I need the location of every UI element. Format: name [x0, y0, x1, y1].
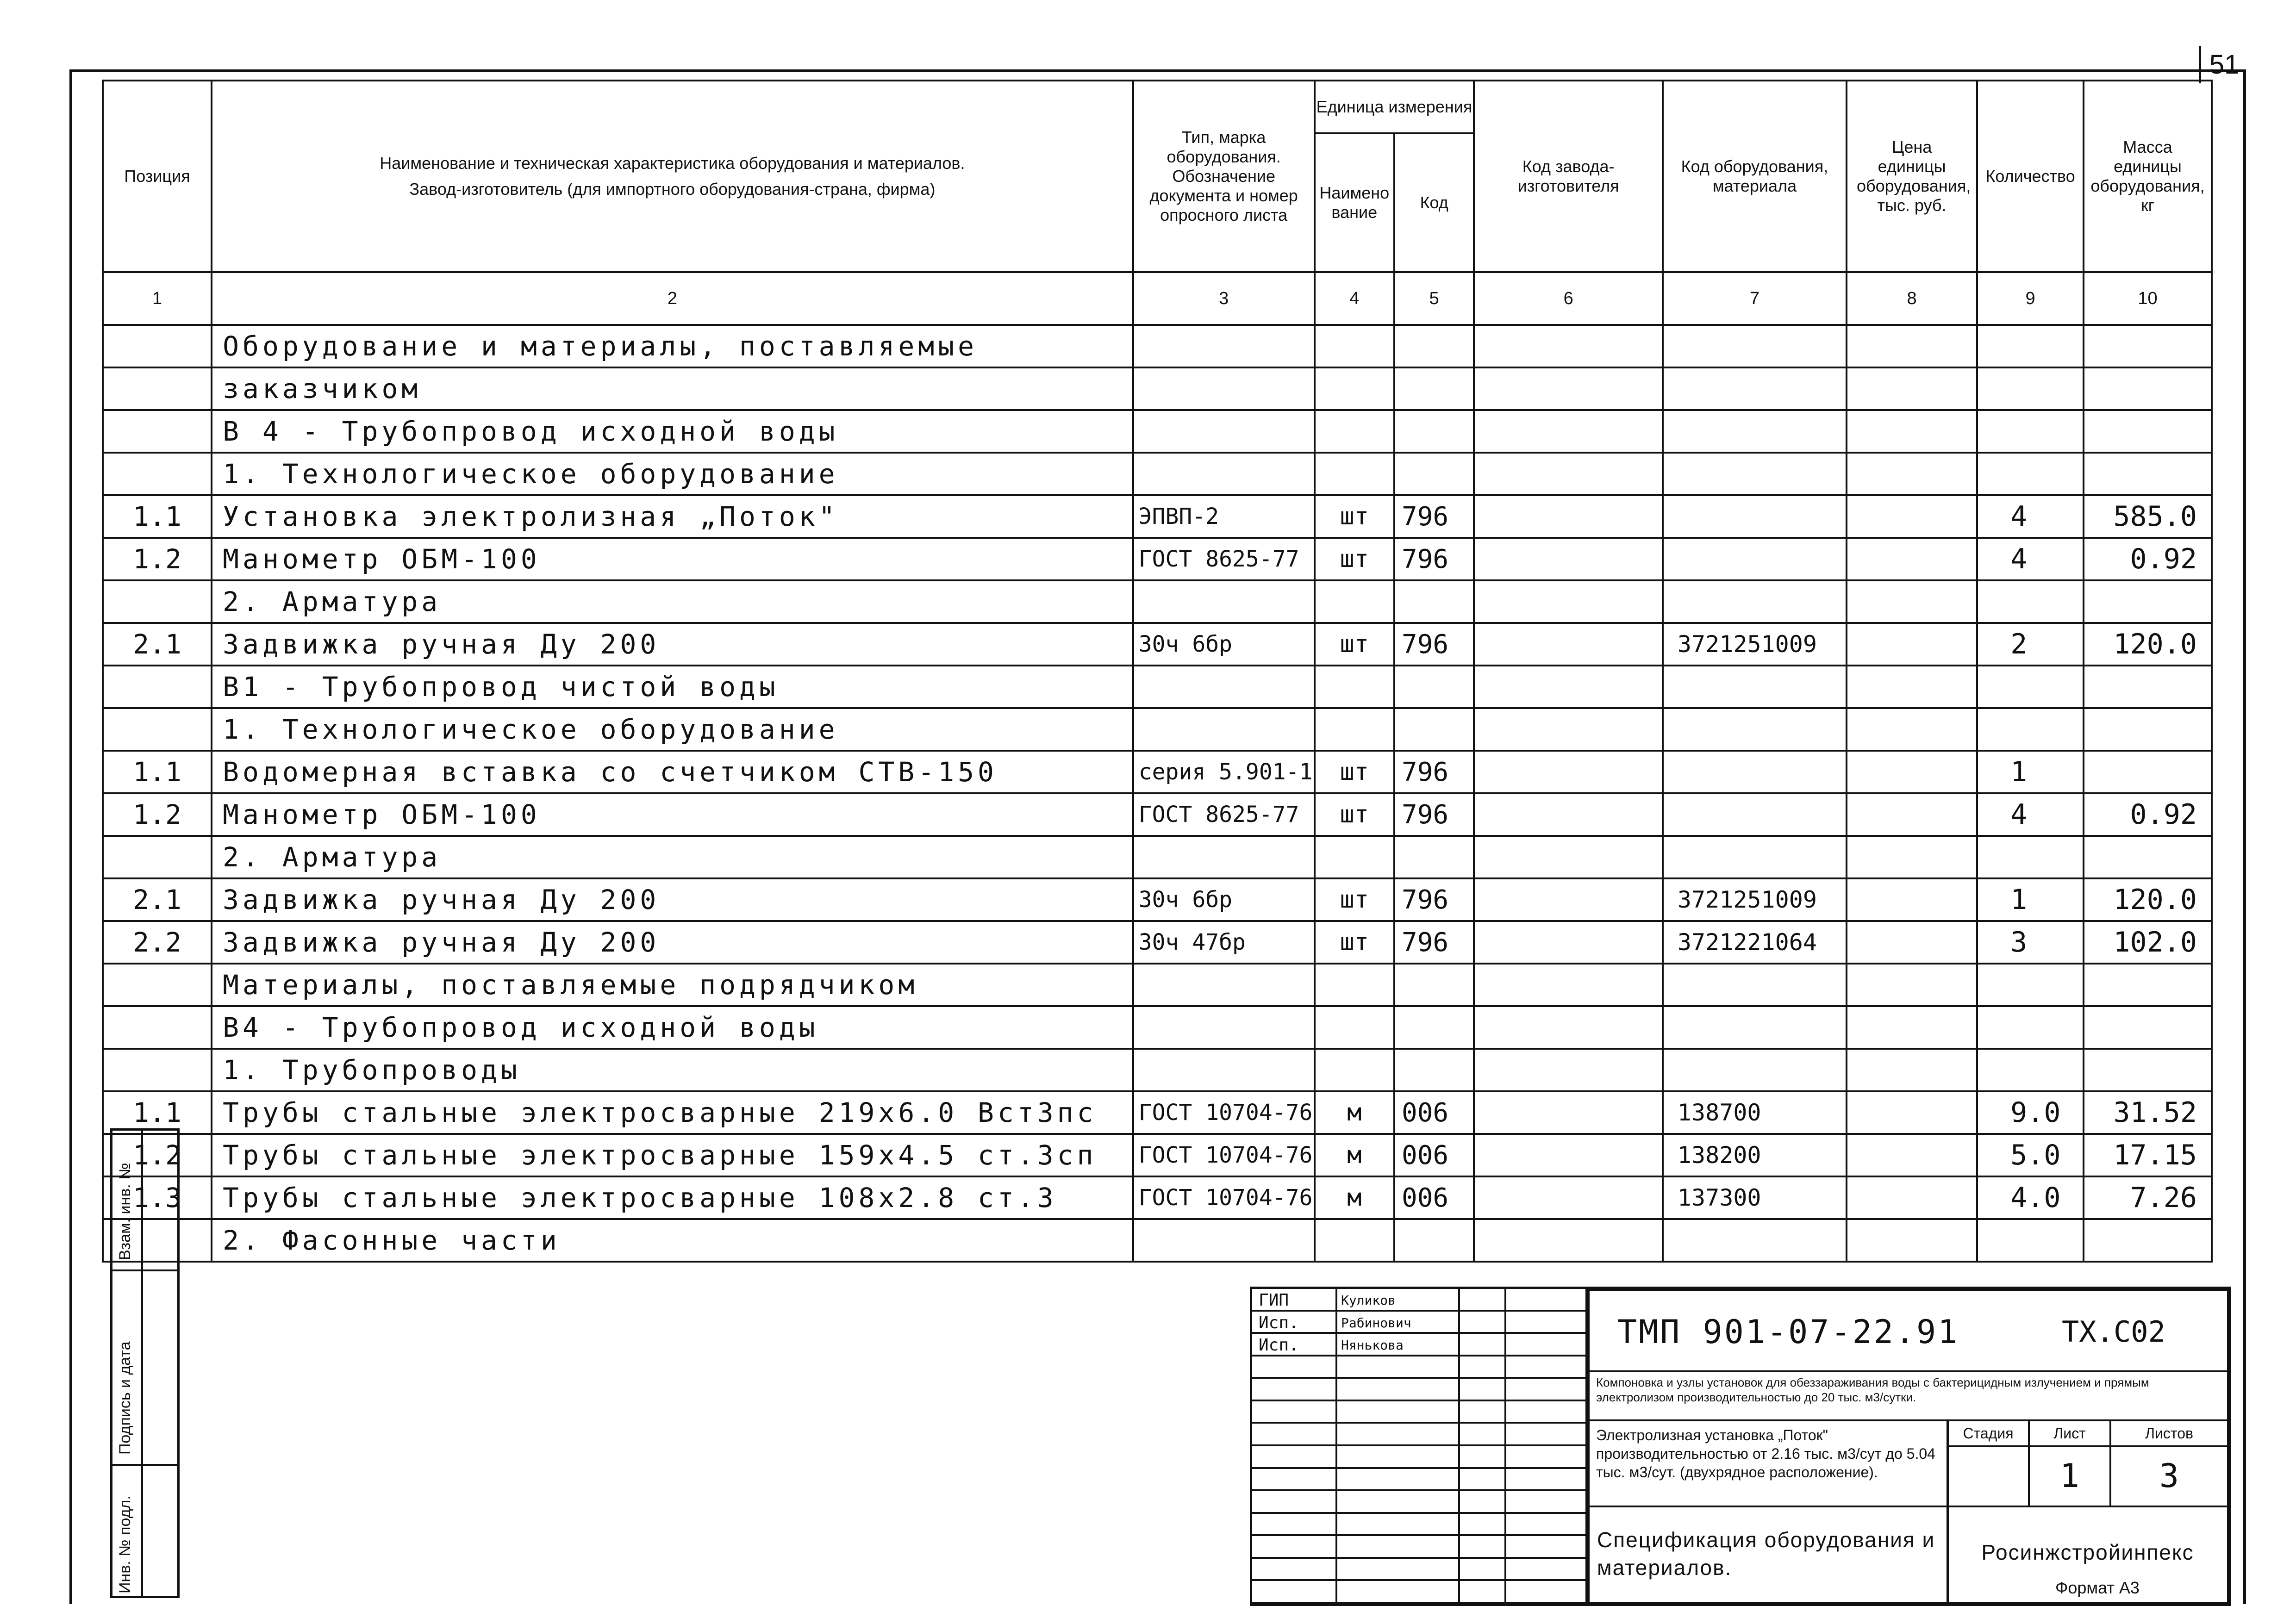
mass-cell: [2084, 964, 2212, 1006]
col-number: 9: [1977, 272, 2084, 325]
table-row: [103, 538, 2212, 580]
mass-cell: [2084, 580, 2212, 623]
unit-code-cell: [1394, 964, 1474, 1006]
position-cell: [103, 325, 212, 367]
quantity-cell: [1977, 325, 2084, 367]
price-cell: [1847, 751, 1977, 793]
header-type: Тип, марка оборудования. Обозначение документа и номер опросного листа: [1133, 81, 1315, 272]
header-unit-code: Код: [1394, 133, 1474, 272]
table-row: [103, 793, 2212, 836]
unit-code-cell: 006: [1394, 1176, 1474, 1219]
material-code-cell: [1663, 751, 1847, 793]
unit-code-cell: [1394, 1219, 1474, 1262]
col-number: 6: [1474, 272, 1663, 325]
quantity-cell: [1977, 1219, 2084, 1262]
stage-label: Стадия: [1947, 1419, 2030, 1447]
position-cell: [103, 1006, 212, 1049]
sheet-label: Лист: [2028, 1419, 2111, 1447]
quantity-cell: 3: [1977, 921, 2084, 964]
mass-cell: 7.26: [2084, 1176, 2212, 1219]
material-code-cell: [1663, 836, 1847, 878]
plant-code-cell: [1474, 1134, 1663, 1176]
price-cell: [1847, 708, 1977, 751]
price-cell: [1847, 580, 1977, 623]
table-row: [103, 1176, 2212, 1219]
price-cell: [1847, 538, 1977, 580]
position-cell: 1.1: [103, 1091, 212, 1134]
unit-code-cell: [1394, 410, 1474, 453]
header-plant-code: Код завода-изготовителя: [1474, 81, 1663, 272]
unit-name-cell: шт: [1315, 495, 1394, 538]
name-cell: заказчиком: [212, 367, 1133, 410]
type-cell: ЭПВП-2: [1133, 495, 1315, 538]
price-cell: [1847, 623, 1977, 666]
unit-name-cell: шт: [1315, 878, 1394, 921]
type-cell: [1133, 1049, 1315, 1091]
col-number: 2: [212, 272, 1133, 325]
position-cell: 1.3: [103, 1176, 212, 1219]
unit-name-cell: [1315, 325, 1394, 367]
name-cell: В 4 - Трубопровод исходной воды: [212, 410, 1133, 453]
sheets-label: Листов: [2109, 1419, 2229, 1447]
material-code-cell: [1663, 666, 1847, 708]
mass-cell: 0.92: [2084, 793, 2212, 836]
name-cell: Водомерная вставка со счетчиком СТВ-150: [212, 751, 1133, 793]
type-cell: [1133, 325, 1315, 367]
plant-code-cell: [1474, 453, 1663, 495]
unit-name-cell: [1315, 453, 1394, 495]
unit-name-cell: [1315, 410, 1394, 453]
name-cell: Трубы стальные электросварные 108х2.8 ст.3: [212, 1176, 1133, 1219]
price-cell: [1847, 1006, 1977, 1049]
name-cell: 2. Арматура: [212, 580, 1133, 623]
signature-role: ГИП: [1259, 1291, 1289, 1310]
mass-cell: [2084, 410, 2212, 453]
unit-name-cell: [1315, 708, 1394, 751]
quantity-cell: 4: [1977, 495, 2084, 538]
table-row: [103, 964, 2212, 1006]
plant-code-cell: [1474, 921, 1663, 964]
price-cell: [1847, 1134, 1977, 1176]
plant-code-cell: [1474, 878, 1663, 921]
type-cell: ГОСТ 10704-76: [1133, 1176, 1315, 1219]
table-row: [103, 495, 2212, 538]
left-margin-stamp: [110, 1128, 180, 1598]
material-code-cell: [1663, 708, 1847, 751]
type-cell: [1133, 410, 1315, 453]
type-cell: [1133, 453, 1315, 495]
sheet-number: 51: [2199, 46, 2247, 83]
table-row: [103, 708, 2212, 751]
unit-code-cell: 796: [1394, 878, 1474, 921]
unit-code-cell: 796: [1394, 921, 1474, 964]
unit-name-cell: шт: [1315, 793, 1394, 836]
unit-code-cell: [1394, 325, 1474, 367]
quantity-cell: 4: [1977, 538, 2084, 580]
table-row: [103, 367, 2212, 410]
name-cell: Материалы, поставляемые подрядчиком: [212, 964, 1133, 1006]
column-number-row: [103, 272, 2212, 325]
unit-name-cell: шт: [1315, 751, 1394, 793]
mass-cell: [2084, 666, 2212, 708]
plant-code-cell: [1474, 538, 1663, 580]
price-cell: [1847, 367, 1977, 410]
table-row: [103, 410, 2212, 453]
type-cell: ГОСТ 10704-76: [1133, 1134, 1315, 1176]
position-cell: 1.1: [103, 495, 212, 538]
mass-cell: [2084, 453, 2212, 495]
col-number: 5: [1394, 272, 1474, 325]
signature-grid: [1252, 1289, 1585, 1604]
quantity-cell: [1977, 1006, 2084, 1049]
plant-code-cell: [1474, 708, 1663, 751]
title-block: [1250, 1287, 2231, 1606]
type-cell: 30ч 6бр: [1133, 878, 1315, 921]
unit-code-cell: 796: [1394, 751, 1474, 793]
table-row: [103, 751, 2212, 793]
price-cell: [1847, 1091, 1977, 1134]
signature-name: Куликов: [1341, 1293, 1396, 1308]
table-row: [103, 623, 2212, 666]
unit-code-cell: 796: [1394, 793, 1474, 836]
mass-cell: 0.92: [2084, 538, 2212, 580]
plant-code-cell: [1474, 964, 1663, 1006]
plant-code-cell: [1474, 751, 1663, 793]
unit-name-cell: [1315, 836, 1394, 878]
type-cell: 30ч 47бр: [1133, 921, 1315, 964]
material-code-cell: [1663, 453, 1847, 495]
price-cell: [1847, 964, 1977, 1006]
table-row: [103, 580, 2212, 623]
unit-code-cell: 006: [1394, 1091, 1474, 1134]
table-row: [103, 1219, 2212, 1262]
type-cell: 30ч 6бр: [1133, 623, 1315, 666]
table-row: [103, 921, 2212, 964]
name-cell: 1. Технологическое оборудование: [212, 453, 1133, 495]
col-number: 4: [1315, 272, 1394, 325]
price-cell: [1847, 1219, 1977, 1262]
position-cell: 1.2: [103, 793, 212, 836]
plant-code-cell: [1474, 580, 1663, 623]
unit-name-cell: м: [1315, 1091, 1394, 1134]
type-cell: [1133, 580, 1315, 623]
position-cell: [103, 708, 212, 751]
material-code-cell: [1663, 538, 1847, 580]
col-number: 7: [1663, 272, 1847, 325]
type-cell: ГОСТ 8625-77: [1133, 793, 1315, 836]
unit-name-cell: [1315, 1219, 1394, 1262]
mass-cell: 31.52: [2084, 1091, 2212, 1134]
position-cell: 1.1: [103, 751, 212, 793]
position-cell: [103, 410, 212, 453]
position-cell: 2.2: [103, 921, 212, 964]
name-cell: Задвижка ручная Ду 200: [212, 921, 1133, 964]
unit-code-cell: [1394, 580, 1474, 623]
name-cell: Трубы стальные электросварные 159х4.5 ст.3сп: [212, 1134, 1133, 1176]
plant-code-cell: [1474, 1176, 1663, 1219]
type-cell: [1133, 836, 1315, 878]
position-cell: [103, 367, 212, 410]
quantity-cell: [1977, 453, 2084, 495]
unit-code-cell: [1394, 453, 1474, 495]
quantity-cell: 5.0: [1977, 1134, 2084, 1176]
unit-code-cell: [1394, 666, 1474, 708]
name-cell: Манометр ОБМ-100: [212, 793, 1133, 836]
unit-name-cell: [1315, 666, 1394, 708]
unit-code-cell: [1394, 836, 1474, 878]
material-code-cell: [1663, 367, 1847, 410]
plant-code-cell: [1474, 666, 1663, 708]
position-cell: [103, 580, 212, 623]
document-title: Спецификация оборудования и материалов.: [1588, 1506, 1949, 1604]
specification-table: [102, 80, 2213, 1263]
organization-name: Росинжстройинпекс: [1947, 1506, 2229, 1604]
replace-inv-label: Взам. инв. №: [116, 1163, 134, 1260]
price-cell: [1847, 325, 1977, 367]
material-code-cell: [1663, 495, 1847, 538]
type-cell: [1133, 964, 1315, 1006]
item-description: Электролизная установка „Поток" производительностью от 2.16 тыс. м3/сут до 5.04 тыс. м3/сут. (двухрядное расположение).: [1588, 1419, 1949, 1507]
name-cell: В4 - Трубопровод исходной воды: [212, 1006, 1133, 1049]
unit-code-cell: 796: [1394, 538, 1474, 580]
table-row: [103, 666, 2212, 708]
type-cell: ГОСТ 8625-77: [1133, 538, 1315, 580]
name-cell: Трубы стальные электросварные 219х6.0 Вст3пс: [212, 1091, 1133, 1134]
quantity-cell: 9.0: [1977, 1091, 2084, 1134]
mass-cell: 17.15: [2084, 1134, 2212, 1176]
signature-role: Исп.: [1259, 1336, 1299, 1355]
price-cell: [1847, 1176, 1977, 1219]
header-unit-name: Наименование: [1315, 133, 1394, 272]
unit-name-cell: [1315, 580, 1394, 623]
quantity-cell: 2: [1977, 623, 2084, 666]
unit-code-cell: 006: [1394, 1134, 1474, 1176]
plant-code-cell: [1474, 1091, 1663, 1134]
material-code-cell: [1663, 410, 1847, 453]
sheet-value: 1: [2028, 1445, 2111, 1507]
position-cell: 2.1: [103, 878, 212, 921]
quantity-cell: 4: [1977, 793, 2084, 836]
signature-name: Рабинович: [1341, 1315, 1411, 1331]
table-row: [103, 836, 2212, 878]
position-cell: [103, 666, 212, 708]
price-cell: [1847, 878, 1977, 921]
name-cell: Оборудование и материалы, поставляемые: [212, 325, 1133, 367]
unit-code-cell: 796: [1394, 495, 1474, 538]
name-cell: В1 - Трубопровод чистой воды: [212, 666, 1133, 708]
material-code-cell: 137300: [1663, 1176, 1847, 1219]
quantity-cell: [1977, 836, 2084, 878]
project-description: Компоновка и узлы установок для обеззараживания воды с бактерицидным излучением и прямым электролизом производительностью до 20 тыс. м3/сутки.: [1588, 1370, 2229, 1421]
name-cell: Задвижка ручная Ду 200: [212, 878, 1133, 921]
mass-cell: [2084, 1219, 2212, 1262]
table-row: [103, 1091, 2212, 1134]
material-code-cell: [1663, 1006, 1847, 1049]
plant-code-cell: [1474, 1049, 1663, 1091]
header-name: [212, 81, 1133, 272]
unit-name-cell: [1315, 367, 1394, 410]
header-name-line2: Завод-изготовитель (для импортного оборудования-страна, фирма): [409, 180, 936, 199]
quantity-cell: 4.0: [1977, 1176, 2084, 1219]
mass-cell: [2084, 1049, 2212, 1091]
type-cell: [1133, 666, 1315, 708]
table-row: [103, 1049, 2212, 1091]
material-code-cell: 138200: [1663, 1134, 1847, 1176]
material-code-cell: [1663, 1219, 1847, 1262]
type-cell: [1133, 1219, 1315, 1262]
mass-cell: 585.0: [2084, 495, 2212, 538]
material-code-cell: [1663, 964, 1847, 1006]
quantity-cell: [1977, 666, 2084, 708]
price-cell: [1847, 495, 1977, 538]
mass-cell: [2084, 1006, 2212, 1049]
material-code-cell: [1663, 1049, 1847, 1091]
material-code-cell: 3721251009: [1663, 878, 1847, 921]
header-material-code: Код оборудования, материала: [1663, 81, 1847, 272]
price-cell: [1847, 453, 1977, 495]
plant-code-cell: [1474, 836, 1663, 878]
mass-cell: 120.0: [2084, 878, 2212, 921]
price-cell: [1847, 410, 1977, 453]
table-row: [103, 325, 2212, 367]
material-code-cell: [1663, 793, 1847, 836]
price-cell: [1847, 793, 1977, 836]
unit-code-cell: [1394, 1006, 1474, 1049]
signature-role: Исп.: [1259, 1313, 1299, 1332]
name-cell: 2. Арматура: [212, 836, 1133, 878]
type-cell: серия 5.901-1: [1133, 751, 1315, 793]
quantity-cell: [1977, 1049, 2084, 1091]
unit-code-cell: [1394, 1049, 1474, 1091]
plant-code-cell: [1474, 367, 1663, 410]
name-cell: Манометр ОБМ-100: [212, 538, 1133, 580]
header-price: Цена единицы оборудования, тыс. руб.: [1847, 81, 1977, 272]
position-cell: 1.2: [103, 538, 212, 580]
name-cell: Задвижка ручная Ду 200: [212, 623, 1133, 666]
unit-name-cell: м: [1315, 1176, 1394, 1219]
name-cell: Установка электролизная „Поток": [212, 495, 1133, 538]
format-label: Формат А3: [2055, 1578, 2140, 1597]
price-cell: [1847, 1049, 1977, 1091]
material-code-cell: 138700: [1663, 1091, 1847, 1134]
name-cell: 1. Технологическое оборудование: [212, 708, 1133, 751]
position-cell: 2.1: [103, 623, 212, 666]
unit-code-cell: [1394, 708, 1474, 751]
plant-code-cell: [1474, 495, 1663, 538]
header-quantity: Количество: [1977, 81, 2084, 272]
col-number: 10: [2084, 272, 2212, 325]
col-number: 1: [103, 272, 212, 325]
plant-code-cell: [1474, 1219, 1663, 1262]
quantity-cell: [1977, 580, 2084, 623]
quantity-cell: [1977, 708, 2084, 751]
unit-code-cell: [1394, 367, 1474, 410]
material-code-cell: 3721221064: [1663, 921, 1847, 964]
name-cell: 1. Трубопроводы: [212, 1049, 1133, 1091]
unit-name-cell: [1315, 1049, 1394, 1091]
material-code-cell: 3721251009: [1663, 623, 1847, 666]
plant-code-cell: [1474, 793, 1663, 836]
type-cell: [1133, 1006, 1315, 1049]
mass-cell: 120.0: [2084, 623, 2212, 666]
header-position: Позиция: [103, 81, 212, 272]
unit-name-cell: шт: [1315, 538, 1394, 580]
quantity-cell: [1977, 964, 2084, 1006]
quantity-cell: [1977, 410, 2084, 453]
table-row: [103, 878, 2212, 921]
mass-cell: 102.0: [2084, 921, 2212, 964]
unit-name-cell: шт: [1315, 623, 1394, 666]
mass-cell: [2084, 367, 2212, 410]
stage-value: [1947, 1445, 2030, 1507]
table-row: [103, 1006, 2212, 1049]
material-code-cell: [1663, 325, 1847, 367]
name-cell: 2. Фасонные части: [212, 1219, 1133, 1262]
position-cell: 1.2: [103, 1134, 212, 1176]
material-code-cell: [1663, 580, 1847, 623]
type-cell: ГОСТ 10704-76: [1133, 1091, 1315, 1134]
col-number: 8: [1847, 272, 1977, 325]
unit-name-cell: шт: [1315, 921, 1394, 964]
sign-date-label: Подпись и дата: [116, 1341, 134, 1455]
type-cell: [1133, 367, 1315, 410]
header-name-line1: Наименование и техническая характеристика оборудования и материалов.: [380, 154, 965, 173]
position-cell: [103, 836, 212, 878]
position-cell: [103, 964, 212, 1006]
mass-cell: [2084, 836, 2212, 878]
quantity-cell: 1: [1977, 751, 2084, 793]
doc-code: ТМП 901-07-22.91: [1617, 1313, 1959, 1351]
sheet-code: ТХ.С02: [2062, 1315, 2165, 1349]
mass-cell: [2084, 325, 2212, 367]
price-cell: [1847, 836, 1977, 878]
quantity-cell: [1977, 367, 2084, 410]
col-number: 3: [1133, 272, 1315, 325]
inv-no-label: Инв. № подл.: [116, 1495, 134, 1593]
signature-name: Нянькова: [1341, 1338, 1404, 1353]
price-cell: [1847, 666, 1977, 708]
table-row: [103, 453, 2212, 495]
unit-code-cell: 796: [1394, 623, 1474, 666]
position-cell: [103, 453, 212, 495]
header-row: [103, 81, 2212, 133]
table-row: [103, 1134, 2212, 1176]
unit-name-cell: [1315, 964, 1394, 1006]
mass-cell: [2084, 708, 2212, 751]
header-mass: Масса единицы оборудования, кг: [2084, 81, 2212, 272]
unit-name-cell: м: [1315, 1134, 1394, 1176]
price-cell: [1847, 921, 1977, 964]
plant-code-cell: [1474, 410, 1663, 453]
sheets-value: 3: [2109, 1445, 2229, 1507]
mass-cell: [2084, 751, 2212, 793]
type-cell: [1133, 708, 1315, 751]
unit-name-cell: [1315, 1006, 1394, 1049]
plant-code-cell: [1474, 623, 1663, 666]
plant-code-cell: [1474, 1006, 1663, 1049]
quantity-cell: 1: [1977, 878, 2084, 921]
header-unit: Единица измерения: [1315, 81, 1474, 133]
plant-code-cell: [1474, 325, 1663, 367]
position-cell: [103, 1049, 212, 1091]
